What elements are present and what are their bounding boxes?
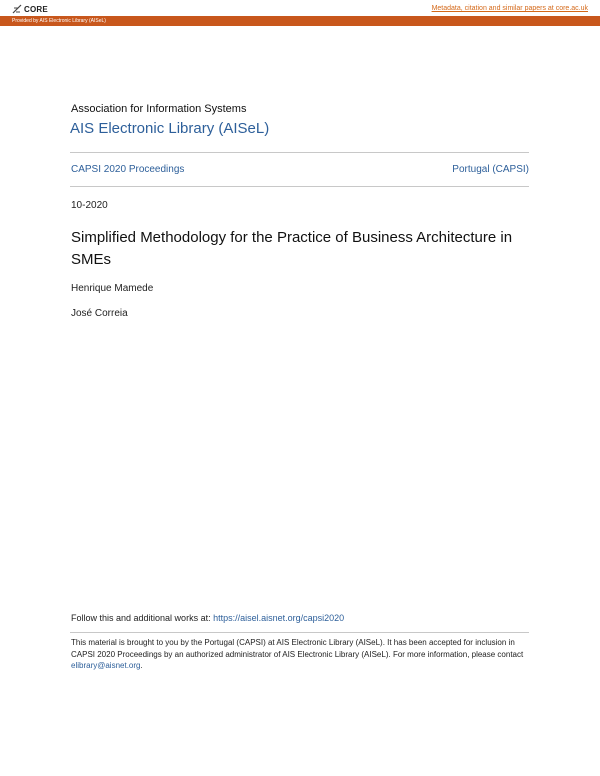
footer-notice xyxy=(71,637,531,672)
publication-date: 10-2020 xyxy=(71,200,108,211)
core-logo-text: CORE xyxy=(24,4,48,14)
provided-by-bar: Provided by AIS Electronic Library (AISeL) xyxy=(0,16,600,26)
proceedings-link[interactable]: CAPSI 2020 Proceedings xyxy=(71,164,185,175)
library-link[interactable]: AIS Electronic Library (AISeL) xyxy=(70,120,270,137)
metadata-link[interactable]: Metadata, citation and similar papers at core.ac.uk xyxy=(431,5,588,12)
paper-title: Simplified Methodology for the Practice of Business Architecture in SMEs xyxy=(71,229,513,268)
follow-url-link[interactable]: https://aisel.aisnet.org/capsi2020 xyxy=(213,613,345,623)
author-name: Henrique Mamede xyxy=(71,283,154,294)
divider-bottom xyxy=(70,186,529,187)
divider-top xyxy=(70,152,529,153)
footer-divider xyxy=(70,632,529,633)
core-logo-icon xyxy=(12,4,22,14)
core-logo[interactable] xyxy=(12,4,48,14)
association-name: Association for Information Systems xyxy=(71,103,247,115)
follow-text: Follow this and additional works at: xyxy=(71,613,214,623)
follow-line xyxy=(71,613,344,623)
region-link[interactable]: Portugal (CAPSI) xyxy=(452,164,529,175)
author-name: José Correia xyxy=(71,308,128,319)
contact-email-link[interactable]: elibrary@aisnet.org xyxy=(71,661,141,670)
footer-text-end: . xyxy=(140,661,143,670)
footer-text: This material is brought to you by the Portugal (CAPSI) at AIS Electronic Library (AISeL). It has been accepted for inclusion in CAPSI 2020 Proceedings by an authorized administrator of AIS Electronic Library (AISeL). For more information, please contact xyxy=(71,638,524,659)
